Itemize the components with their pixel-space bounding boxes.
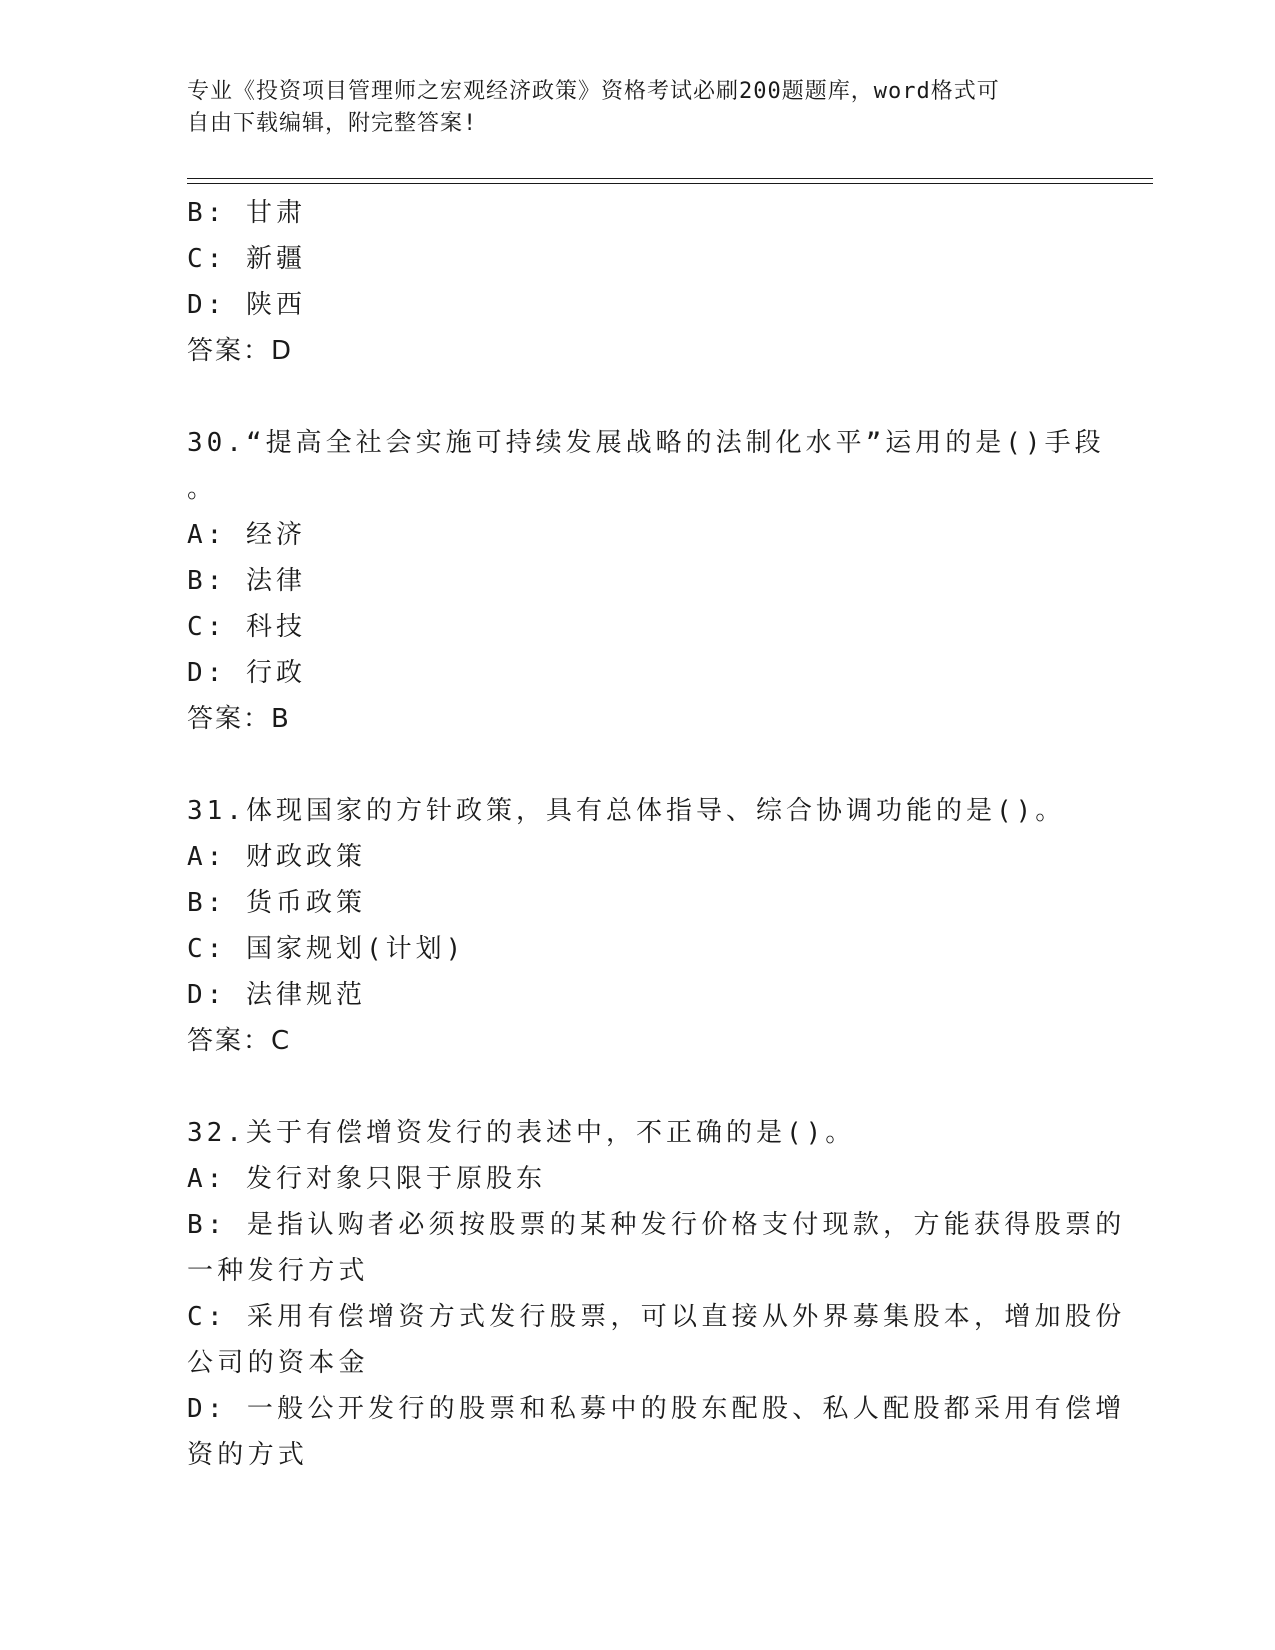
header-title-line-2: 自由下载编辑，附完整答案!	[187, 111, 478, 136]
option-c: C: 科技	[187, 612, 306, 642]
header-divider-top	[187, 178, 1153, 179]
question-stem-continuation: 。	[187, 474, 218, 504]
option-b-continuation: 一种发行方式	[187, 1256, 369, 1286]
option-a: A: 经济	[187, 520, 306, 550]
question-stem: 31.体现国家的方针政策，具有总体指导、综合协调功能的是()。	[187, 796, 1066, 826]
question-stem: 30.“提高全社会实施可持续发展战略的法制化水平”运用的是()手段	[187, 428, 1105, 458]
option-b: B: 是指认购者必须按股票的某种发行价格支付现款，方能获得股票的	[187, 1210, 1126, 1240]
question-spacer	[187, 374, 1067, 420]
option-c: C: 采用有偿增资方式发行股票，可以直接从外界募集股本，增加股份	[187, 1302, 1126, 1332]
option-c: C: 国家规划(计划)	[187, 934, 466, 964]
option-d: D: 行政	[187, 658, 306, 688]
option-d-continuation: 资的方式	[187, 1440, 309, 1470]
question-31	[187, 788, 1067, 1064]
option-b: B: 甘肃	[187, 198, 306, 228]
question-list	[187, 190, 1126, 1478]
page-header	[187, 76, 1067, 140]
header-divider-bottom	[187, 183, 1153, 184]
answer-label: 答案：B	[187, 704, 291, 734]
question-spacer	[187, 1064, 1067, 1110]
question-32	[187, 1110, 1126, 1478]
option-d: D: 陕西	[187, 290, 306, 320]
answer-label: 答案：C	[187, 1026, 292, 1056]
question-30	[187, 420, 1105, 742]
option-d: D: 一般公开发行的股票和私募中的股东配股、私人配股都采用有偿增	[187, 1394, 1126, 1424]
option-d: D: 法律规范	[187, 980, 366, 1010]
question-29	[187, 190, 1067, 374]
question-stem: 32.关于有偿增资发行的表述中，不正确的是()。	[187, 1118, 856, 1148]
option-c: C: 新疆	[187, 244, 306, 274]
option-a: A: 发行对象只限于原股东	[187, 1164, 546, 1194]
option-b: B: 货币政策	[187, 888, 366, 918]
answer-label: 答案：D	[187, 336, 294, 366]
header-title-line-1: 专业《投资项目管理师之宏观经济政策》资格考试必刷200题题库，word格式可	[187, 79, 1000, 104]
option-c-continuation: 公司的资本金	[187, 1348, 369, 1378]
option-a: A: 财政政策	[187, 842, 366, 872]
question-spacer	[187, 742, 1067, 788]
option-b: B: 法律	[187, 566, 306, 596]
